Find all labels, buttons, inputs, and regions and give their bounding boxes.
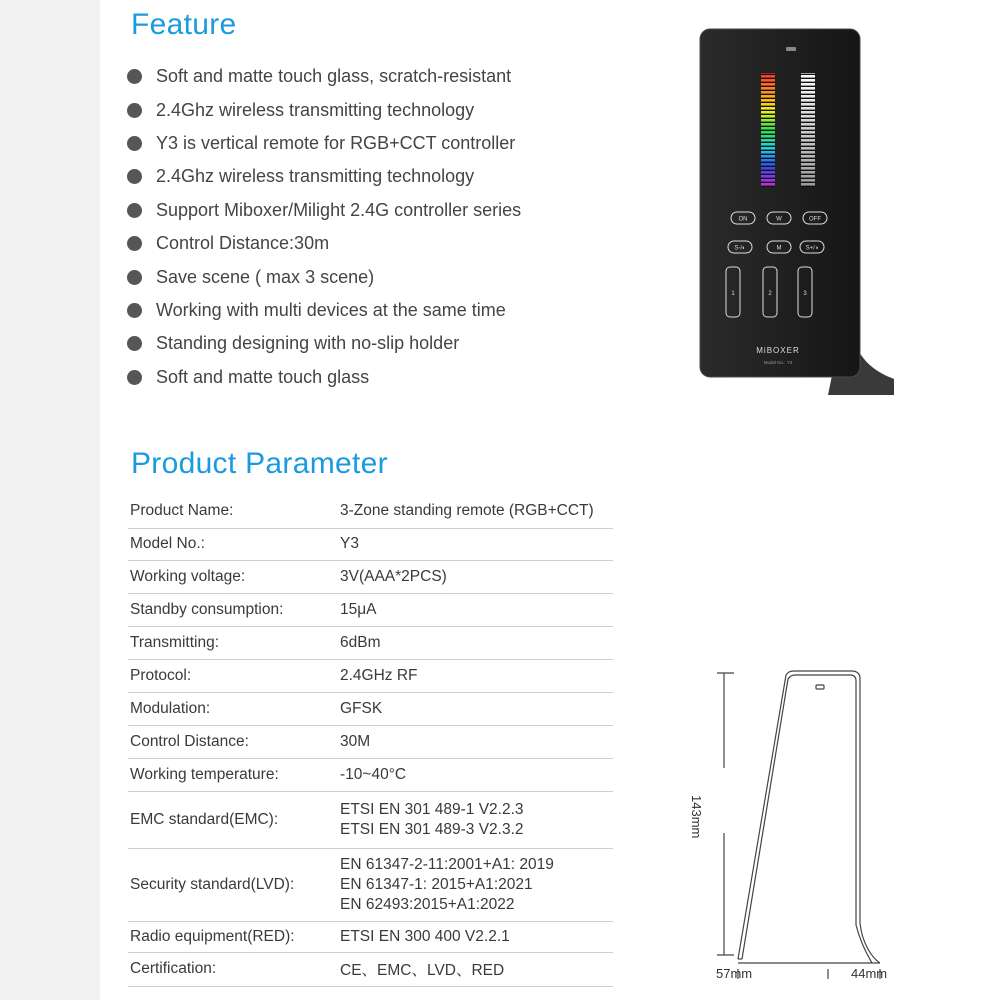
- bullet-icon: [127, 203, 142, 218]
- white-button: W: [776, 216, 782, 223]
- bullet-icon: [127, 336, 142, 351]
- parameter-value: [328, 791, 613, 848]
- parameter-row: [128, 759, 613, 792]
- parameter-value-line: -10~40°C: [340, 765, 407, 783]
- parameter-value-line: ETSI EN 301 489-3 V2.3.2: [340, 820, 524, 838]
- parameter-row: [128, 594, 613, 627]
- parameter-row: [128, 561, 613, 594]
- left-margin-strip: [0, 0, 100, 1000]
- parameter-value: [328, 528, 613, 561]
- parameter-row: [128, 921, 613, 952]
- feature-text: 2.4Ghz wireless transmitting technology: [156, 99, 475, 120]
- parameter-key: Working temperature:: [128, 759, 328, 792]
- parameter-value-line: GFSK: [340, 700, 383, 717]
- feature-text: Save scene ( max 3 scene): [156, 266, 375, 287]
- brand-logo: MiBOXER: [756, 346, 800, 355]
- feature-list: [127, 60, 521, 394]
- remote-product-image: [698, 27, 896, 397]
- feature-item: [127, 127, 521, 160]
- parameter-value-line: 6dBm: [340, 634, 381, 651]
- feature-item: [127, 194, 521, 227]
- feature-item: [127, 294, 521, 327]
- parameter-row: [128, 952, 613, 986]
- bullet-icon: [127, 236, 142, 251]
- parameter-key: Standby consumption:: [128, 594, 328, 627]
- zone-2-label: 2: [768, 291, 772, 297]
- parameter-key: Control Distance:: [128, 726, 328, 759]
- parameter-value: [328, 921, 613, 952]
- bullet-icon: [127, 69, 142, 84]
- parameter-key: Product Name:: [128, 494, 328, 528]
- parameter-value-line: 30M: [340, 733, 371, 750]
- parameter-key: Security standard(LVD):: [128, 848, 328, 921]
- parameter-table: [128, 494, 613, 987]
- width-dimension-label: 57mm: [716, 966, 753, 981]
- feature-item: [127, 227, 521, 260]
- parameter-value: [328, 759, 613, 792]
- parameter-value-line: EN 62493:2015+A1:2022: [340, 895, 515, 913]
- parameter-key: Certification:: [128, 952, 328, 986]
- feature-text: Y3 is vertical remote for RGB+CCT controller: [156, 132, 516, 153]
- feature-text: Soft and matte touch glass, scratch-resistant: [156, 66, 512, 87]
- feature-text: Control Distance:30m: [156, 233, 330, 254]
- feature-item: [127, 327, 521, 360]
- parameter-value: [328, 494, 613, 528]
- feature-text: 2.4Ghz wireless transmitting technology: [156, 166, 475, 187]
- parameter-key: Radio equipment(RED):: [128, 921, 328, 952]
- parameter-value-line: ETSI EN 301 489-1 V2.2.3: [340, 800, 524, 818]
- parameter-value-line: 3-Zone standing remote (RGB+CCT): [340, 501, 594, 519]
- remote-dimension-drawing: [712, 663, 902, 985]
- model-label: Model No.: Y3: [763, 360, 793, 365]
- saturation-plus-button: S+/◑: [805, 245, 819, 252]
- parameter-value: [328, 693, 613, 726]
- parameter-row: [128, 528, 613, 561]
- bullet-icon: [127, 370, 142, 385]
- parameter-row: [128, 627, 613, 660]
- feature-text: Standing designing with no-slip holder: [156, 333, 460, 354]
- parameter-key: Working voltage:: [128, 561, 328, 594]
- parameter-row: [128, 791, 613, 848]
- parameter-value: [328, 594, 613, 627]
- feature-item: [127, 361, 521, 394]
- product-parameter-title: Product Parameter: [131, 447, 388, 480]
- parameter-value-line: ETSI EN 300 400 V2.2.1: [340, 927, 510, 945]
- parameter-value: [328, 726, 613, 759]
- bullet-icon: [127, 270, 142, 285]
- depth-dimension-label: 44mm: [851, 966, 888, 981]
- parameter-value-line: Y3: [340, 535, 359, 553]
- parameter-value-line: 15μA: [340, 601, 377, 618]
- parameter-key: Transmitting:: [128, 627, 328, 660]
- saturation-minus-button: S-/◐: [734, 245, 746, 252]
- parameter-value: [328, 627, 613, 660]
- parameter-key: EMC standard(EMC):: [128, 791, 328, 848]
- bullet-icon: [127, 169, 142, 184]
- parameter-value: [328, 848, 613, 921]
- parameter-value-line: EN 61347-1: 2015+A1:2021: [340, 875, 533, 893]
- parameter-value: [328, 660, 613, 693]
- parameter-value-line: EN 61347-2-11:2001+A1: 2019: [340, 855, 554, 873]
- zone-1-label: 1: [731, 291, 735, 297]
- feature-item: [127, 260, 521, 293]
- feature-text: Soft and matte touch glass: [156, 366, 370, 387]
- feature-text: Support Miboxer/Milight 2.4G controller series: [156, 199, 522, 220]
- parameter-row: [128, 494, 613, 528]
- feature-text: Working with multi devices at the same time: [156, 299, 506, 320]
- on-button: ON: [738, 216, 748, 223]
- feature-item: [127, 60, 521, 93]
- parameter-row: [128, 848, 613, 921]
- feature-item: [127, 160, 521, 193]
- feature-title: Feature: [131, 8, 237, 41]
- feature-item: [127, 93, 521, 126]
- parameter-row: [128, 660, 613, 693]
- off-button: OFF: [809, 216, 821, 223]
- parameter-value-line: 2.4GHz RF: [340, 667, 418, 684]
- zone-3-label: 3: [803, 291, 807, 297]
- parameter-row: [128, 693, 613, 726]
- parameter-value: [328, 952, 613, 986]
- parameter-row: [128, 726, 613, 759]
- parameter-key: Modulation:: [128, 693, 328, 726]
- parameter-key: Model No.:: [128, 528, 328, 561]
- bullet-icon: [127, 303, 142, 318]
- mode-button: M: [776, 245, 782, 252]
- parameter-value-line: 3V(AAA*2PCS): [340, 568, 447, 585]
- bullet-icon: [127, 136, 142, 151]
- parameter-value: [328, 561, 613, 594]
- bullet-icon: [127, 103, 142, 118]
- parameter-key: Protocol:: [128, 660, 328, 693]
- height-dimension-label: 143mm: [689, 795, 704, 839]
- parameter-value-line: CE、EMC、LVD、RED: [340, 962, 505, 979]
